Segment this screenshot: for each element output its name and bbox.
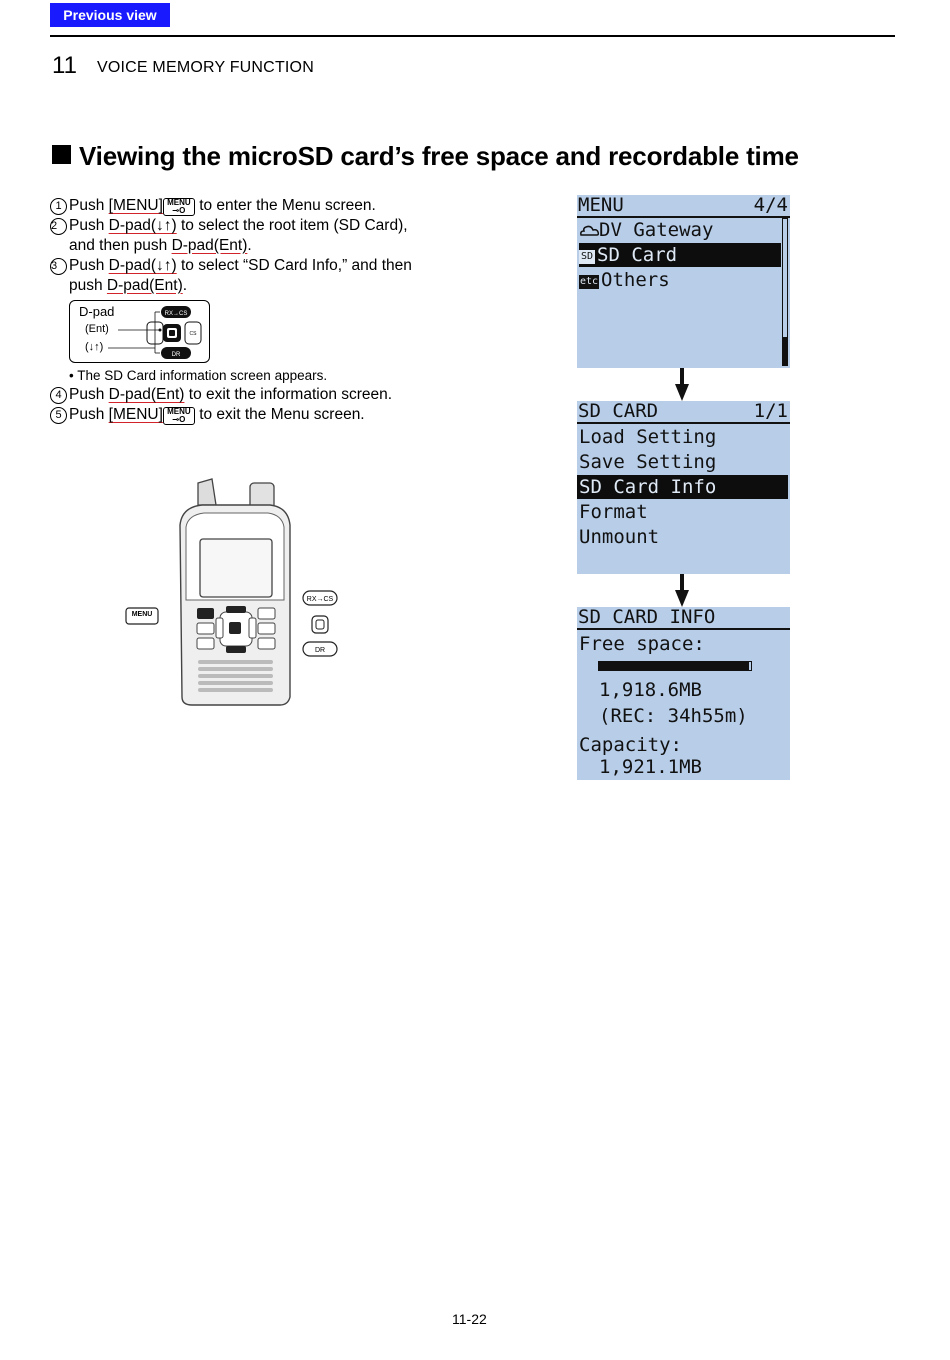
lcd-title-bar [577,195,790,218]
menu-item-others[interactable]: etc Others [579,269,670,291]
recordable-time-value: (REC: 34h55m) [599,705,748,727]
sdcard-item-sd-card-info[interactable]: SD Card Info [577,475,788,499]
sdcard-item-load-setting[interactable]: Load Setting [579,426,717,448]
etc-icon: etc [579,276,599,287]
free-space-label: Free space: [579,633,705,655]
chapter-number: 11 [52,52,77,79]
menu-key-icon: MENU ⊸O [163,407,195,425]
dpad-drawing [70,301,209,362]
step-text: Push [69,197,109,214]
dpad-updown-label: (↓↑) [85,341,104,353]
chapter-title: VOICE MEMORY FUNCTION [97,59,314,76]
step-text: push [69,276,107,294]
step-5 [50,405,450,425]
step-3 [50,256,450,295]
dpad-ent-key-label: D-pad(Ent) [171,236,248,254]
step-text: . [247,236,252,254]
lcd-title-bar [577,401,790,424]
menu-key-icon: MENU ⊸O [163,198,195,216]
down-arrow-icon [675,368,689,402]
svg-text:DR: DR [171,352,181,358]
step-number: 1 [50,198,67,215]
step-number: 3 [50,258,67,275]
dpad-diagram [69,300,210,363]
free-space-value: 1,918.6MB [599,679,702,701]
step-text: Push [69,217,109,234]
lcd-menu-screen [577,195,790,368]
scrollbar-thumb[interactable] [783,337,787,365]
step-text: to enter the Menu screen. [194,197,376,214]
step-note: • The SD Card information screen appears. [69,368,328,383]
step-4 [50,385,450,405]
menu-item-sd-card[interactable]: SD SD Card [579,243,781,267]
previous-view-button[interactable]: Previous view [50,3,170,27]
step-text: to exit the information screen. [184,386,393,403]
radio-illustration [120,475,345,710]
step-number: 4 [50,387,67,404]
step-text: and then push [69,236,172,254]
capacity-label: Capacity: [579,734,682,756]
free-space-bar-fill [599,662,749,670]
sd-icon: SD [580,251,594,262]
step-text: to select the root item (SD Card), [176,217,408,234]
dpad-ent-key-label: D-pad(Ent) [106,276,183,294]
step-1 [50,196,450,216]
lcd-title: SD CARD INFO [578,607,716,628]
sdcard-item-unmount[interactable]: Unmount [579,526,660,548]
menu-key-label: [MENU] [108,197,163,214]
lcd-scrollbar[interactable] [782,218,788,366]
step-text: . [182,276,188,294]
step-number: 2 [50,218,67,235]
section-heading [52,141,799,172]
step-number: 5 [50,407,67,424]
header-rule [50,35,895,37]
cloud-icon [579,223,599,237]
svg-text:RX→CS: RX→CS [164,311,188,317]
free-space-bar [598,661,752,671]
step-text: Push [69,257,109,274]
step-2 [50,216,450,255]
lcd-page: 1/1 [753,401,788,422]
lcd-sdcard-info-screen [577,607,790,780]
step-text: to exit the Menu screen. [194,406,365,423]
svg-text:MENU: MENU [131,611,153,618]
menu-item-dv-gateway[interactable]: DV Gateway [579,218,713,242]
dpad-title: D-pad [79,304,115,319]
lcd-title: SD CARD [578,401,659,422]
sdcard-item-format[interactable]: Format [579,501,648,523]
step-text: Push [69,406,109,423]
svg-text:DR: DR [314,647,326,654]
lcd-sdcard-screen [577,401,790,574]
step-text: to select “SD Card Info,” and then [176,257,412,274]
square-bullet-icon [52,145,71,164]
page-number: 11-22 [452,1311,487,1327]
svg-text:RX→CS: RX→CS [306,596,334,603]
lcd-page: 4/4 [753,195,788,216]
capacity-value: 1,921.1MB [599,756,702,778]
svg-text:CS: CS [189,331,197,337]
dpad-ent-key-label: D-pad(Ent) [108,386,185,403]
dpad-ent-label: (Ent) [85,323,109,335]
section-title: Viewing the microSD card’s free space and recordable time [79,141,799,171]
down-arrow-icon [675,574,689,608]
lcd-title: MENU [578,195,624,216]
lcd-title-bar [577,607,790,630]
sdcard-item-save-setting[interactable]: Save Setting [579,451,717,473]
dpad-updown-key-label: D-pad(↓↑) [108,257,177,274]
dpad-updown-key-label: D-pad(↓↑) [108,217,177,234]
menu-key-label: [MENU] [108,406,163,423]
step-text: Push [69,386,109,403]
